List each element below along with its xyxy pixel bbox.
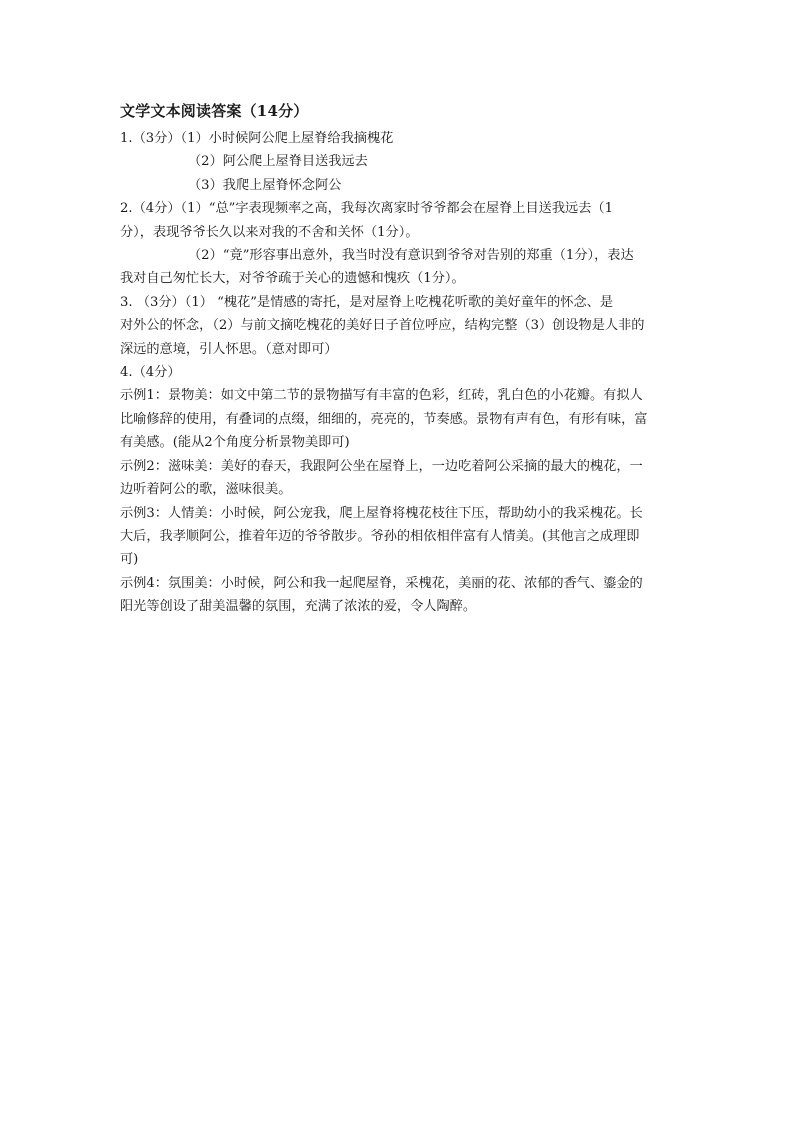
q1-answer-line: （2）阿公爬上屋脊目送我远去 — [188, 154, 368, 170]
answer-sheet — [120, 100, 680, 619]
q2-answer-line: 分），表现爷爷长久以来对我的不舍和关怀（1分）。 — [120, 224, 419, 240]
q3-answer-line: 对外公的怀念，（2）与前文摘吃槐花的美好日子首位呼应，结构完整（3）创设物是人非的 — [120, 318, 645, 334]
q3-answer-line: 深远的意境，引人怀思。（意对即可） — [120, 341, 338, 357]
q1-answer-line: 1.（3分）（1）小时候阿公爬上屋脊给我摘槐花 — [120, 131, 394, 146]
q2-answer-line: （2）“竟”形容事出意外，我当时没有意识到爷爷对告别的郑重（1分），表达 — [188, 248, 634, 264]
q2-answer-line: 我对自己匆忙长大，对爷爷疏于关心的遗憾和愧疚（1分）。 — [120, 271, 465, 287]
q1-answer-line: （3）我爬上屋脊怀念阿公 — [188, 177, 342, 193]
example-3-line: 示例3：人情美：小时候，阿公宠我，爬上屋脊将槐花枝往下压，帮助幼小的我采槐花。长 — [120, 505, 643, 521]
example-1-line: 示例1：景物美：如文中第二节的景物描写有丰富的色彩，红砖，乳白色的小花瓣。有拟人 — [120, 388, 643, 404]
example-2-line: 边听着阿公的歌，滋味很美。 — [120, 482, 292, 498]
example-4-line: 阳光等创设了甜美温馨的氛围，充满了浓浓的爱，令人陶醉。 — [120, 599, 477, 615]
example-3-line: 大后，我孝顺阿公，推着年迈的爷爷散步。爷孙的相依相伴富有人情美。(其他言之成理即 — [120, 528, 640, 544]
q2-answer-line: 2.（4分）（1）“总”字表现频率之高，我每次离家时爷爷都会在屋脊上目送我远去（1 — [120, 201, 614, 217]
q4-heading: 4.（4分） — [120, 365, 181, 381]
example-2-line: 示例2：滋味美：美好的春天，我跟阿公坐在屋脊上，一边吃着阿公采摘的最大的槐花，一 — [120, 458, 643, 474]
example-1-line: 比喻修辞的使用，有叠词的点缀，细细的，亮亮的，节奏感。景物有声有色，有形有味，富 — [120, 411, 648, 427]
example-1-line: 有美感。(能从2个角度分析景物美即可) — [120, 435, 350, 451]
example-4-line: 示例4：氛围美：小时候，阿公和我一起爬屋脊，采槐花，美丽的花、浓郁的香气、鎏金的 — [120, 575, 643, 591]
page-title: 文学文本阅读答案（14分） — [120, 102, 309, 120]
example-3-line: 可) — [120, 552, 139, 568]
q3-answer-line: 3. （3分）（1） “槐花”是情感的寄托，是对屋脊上吃槐花听歌的美好童年的怀念、是 — [120, 294, 614, 310]
